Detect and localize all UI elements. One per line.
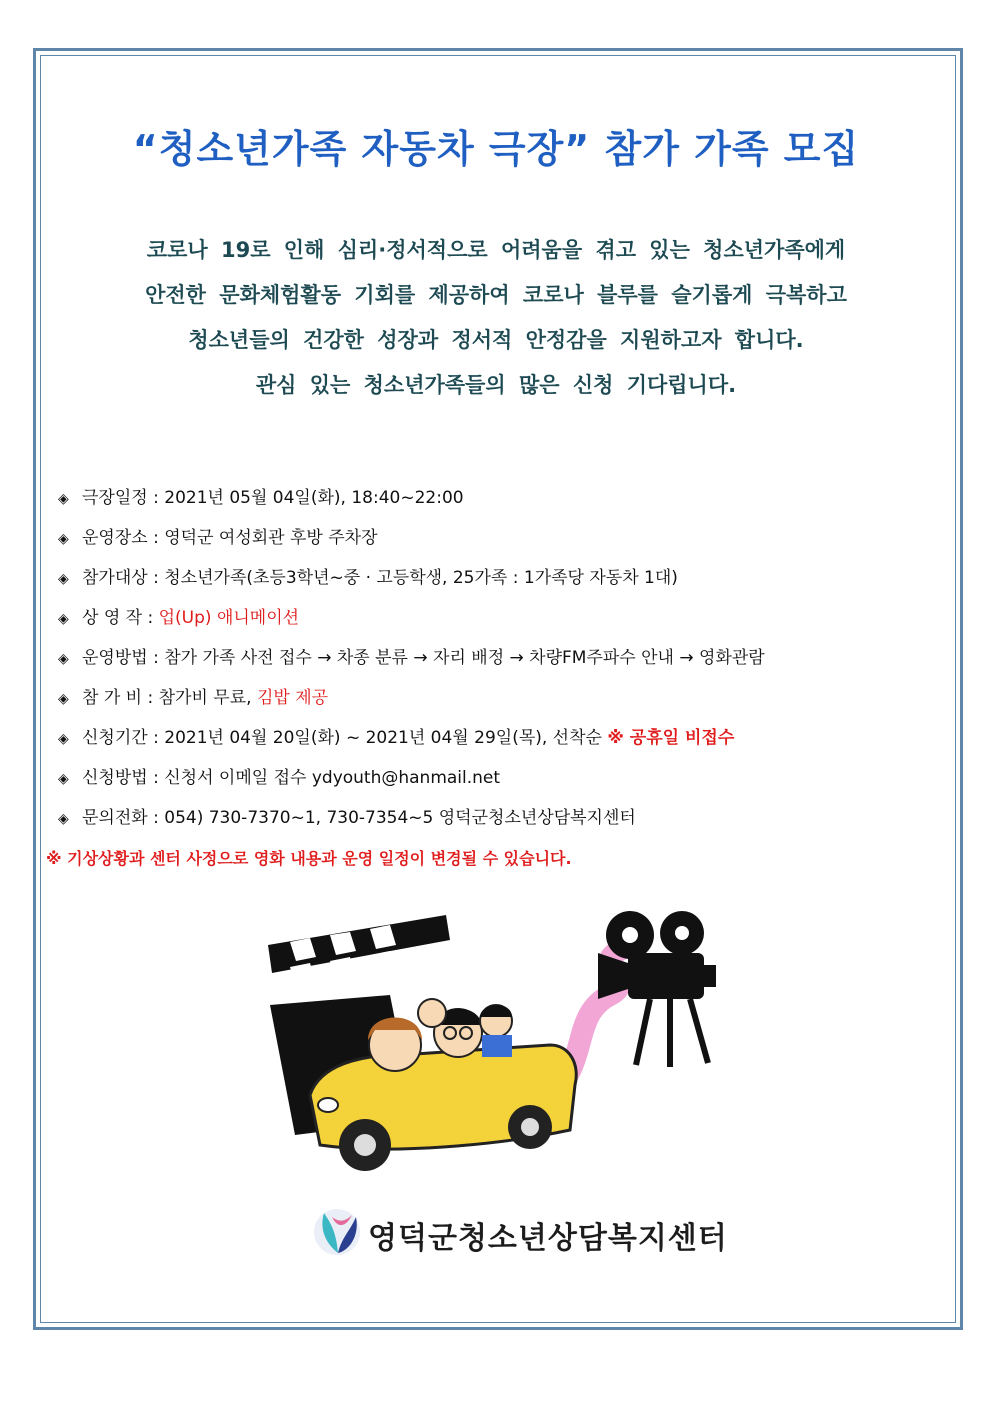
- organization-logo: [312, 1205, 728, 1265]
- info-label: 극장일정: [82, 488, 148, 508]
- intro-paragraph: [60, 228, 932, 408]
- info-separator: :: [147, 488, 165, 508]
- info-label: 운영장소: [82, 528, 148, 548]
- info-label: 참가대상: [82, 568, 148, 588]
- diamond-bullet-icon: ◈: [58, 691, 69, 707]
- info-separator: :: [142, 688, 159, 708]
- info-item-schedule: [58, 482, 958, 522]
- info-value: 2021년 05월 04일(화), 18:40~22:00: [164, 488, 464, 508]
- info-value-highlight: 업(Up) 애니메이션: [158, 608, 300, 628]
- info-item-apply: [58, 762, 958, 802]
- info-value: 영덕군 여성회관 후방 주차장: [164, 528, 378, 548]
- info-separator: :: [147, 568, 165, 588]
- intro-line: 관심 있는 청소년가족들의 많은 신청 기다립니다.: [255, 373, 737, 397]
- info-item-method: [58, 642, 958, 682]
- y-logo-icon: [312, 1207, 362, 1257]
- info-value-highlight: ※ 공휴일 비접수: [607, 728, 735, 748]
- diamond-bullet-icon: ◈: [58, 731, 69, 747]
- info-item-contact: [58, 802, 958, 842]
- info-item-fee: [58, 682, 958, 722]
- page-title: “청소년가족 자동차 극장” 참가 가족 모집: [132, 127, 860, 171]
- info-label: 상 영 작: [82, 608, 143, 628]
- info-label: 운영방법: [82, 648, 148, 668]
- info-label: 참 가 비: [82, 688, 143, 708]
- car-theater-illustration: [250, 905, 760, 1185]
- diamond-bullet-icon: ◈: [58, 571, 69, 587]
- info-separator: :: [147, 728, 165, 748]
- intro-line: 안전한 문화체험활동 기회를 제공하여 코로나 블루를 슬기롭게 극복하고: [145, 283, 847, 307]
- diamond-bullet-icon: ◈: [58, 611, 69, 627]
- info-separator: :: [147, 808, 165, 828]
- info-separator: :: [147, 768, 165, 788]
- info-item-movie: [58, 602, 958, 642]
- notice-text: ※ 기상상황과 센터 사정으로 영화 내용과 운영 일정이 변경될 수 있습니다.: [46, 849, 572, 868]
- info-item-target: [58, 562, 958, 602]
- yellow-car-icon: [310, 1045, 576, 1171]
- info-separator: :: [147, 528, 165, 548]
- info-value: 청소년가족(초등3학년~중 · 고등학생, 25가족 : 1가족당 자동차 1대): [164, 568, 678, 588]
- intro-line: 코로나 19로 인해 심리·정서적으로 어려움을 겪고 있는 청소년가족에게: [146, 238, 846, 262]
- info-label: 문의전화: [82, 808, 148, 828]
- info-separator: :: [147, 648, 165, 668]
- info-value: 참가비 무료,: [158, 688, 257, 708]
- info-value: 054) 730-7370~1, 730-7354~5 영덕군청소년상담복지센터: [164, 808, 636, 828]
- info-value-highlight: 김밥 제공: [256, 688, 329, 708]
- diamond-bullet-icon: ◈: [58, 771, 69, 787]
- info-item-period: [58, 722, 958, 762]
- movie-camera-icon: [598, 911, 716, 1067]
- intro-line: 청소년들의 건강한 성장과 정서적 안정감을 지원하고자 합니다.: [188, 328, 804, 352]
- info-item-venue: [58, 522, 958, 562]
- diamond-bullet-icon: ◈: [58, 491, 69, 507]
- info-label: 신청기간: [82, 728, 148, 748]
- diamond-bullet-icon: ◈: [58, 651, 69, 667]
- info-value: 참가 가족 사전 접수 → 차종 분류 → 자리 배정 → 차량FM주파수 안내 → 영화관람: [164, 648, 765, 668]
- info-separator: :: [142, 608, 159, 628]
- diamond-bullet-icon: ◈: [58, 811, 69, 827]
- info-label: 신청방법: [82, 768, 148, 788]
- info-list: [58, 482, 958, 842]
- diamond-bullet-icon: ◈: [58, 531, 69, 547]
- info-value: 신청서 이메일 접수 ydyouth@hanmail.net: [164, 768, 501, 788]
- organization-name: 영덕군청소년상담복지센터: [368, 1221, 728, 1256]
- info-value: 2021년 04월 20일(화) ~ 2021년 04월 29일(목), 선착순: [164, 728, 608, 748]
